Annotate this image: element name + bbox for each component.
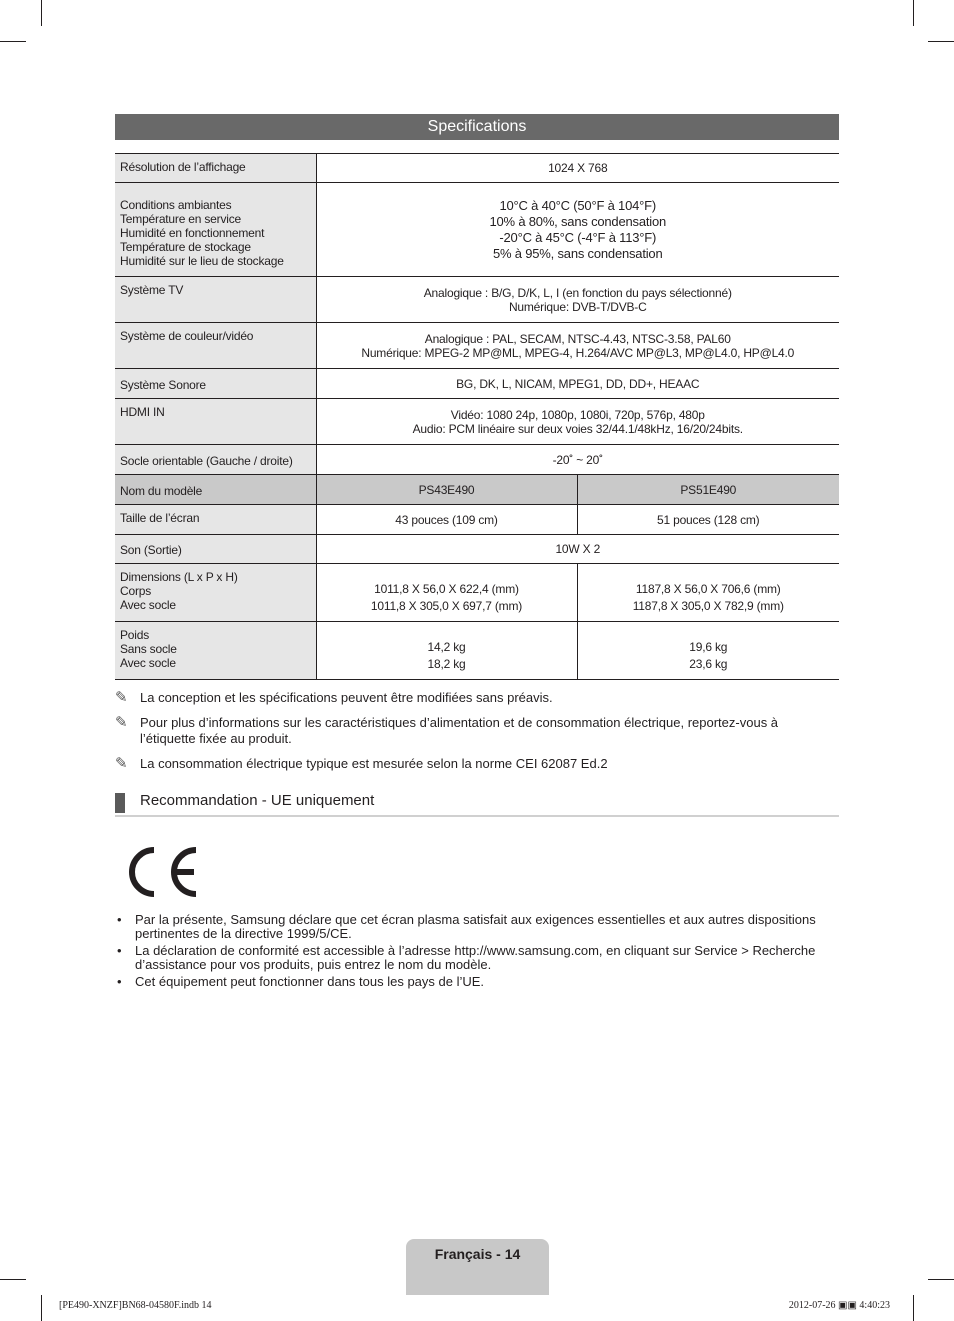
- row-label: Résolution de l’affichage: [115, 154, 316, 183]
- table-row: [115, 154, 839, 183]
- value-line: 14,2 kg: [427, 639, 466, 654]
- value-line: 1011,8 X 56,0 X 622,4 (mm): [374, 581, 519, 596]
- list-item-text: Cet équipement peut fonctionner dans tous les pays de l’UE.: [135, 974, 485, 989]
- note-text: Pour plus d’informations sur les caractéristiques d’alimentation et de consommation électrique, reportez-vous à l’étiquette fixée au produit.: [140, 715, 779, 746]
- pencil-note-icon: ✎: [115, 714, 128, 731]
- value-line: Numérique: DVB-T/DVB-C: [508, 299, 647, 314]
- bullet-list: [115, 913, 835, 992]
- bullet-dot: •: [117, 912, 122, 927]
- crop-mark: [928, 41, 954, 42]
- label-line: Humidité en fonctionnement: [120, 226, 265, 240]
- label-line: Avec socle: [120, 598, 176, 612]
- label-line: Humidité sur le lieu de stockage: [120, 254, 284, 268]
- crop-mark: [41, 0, 42, 26]
- row-label: [115, 183, 316, 277]
- value-line: Analogique : B/G, D/K, L, I (en fonction du pays sélectionné): [423, 285, 732, 300]
- table-row: [115, 323, 839, 369]
- value-line: Audio: PCM linéaire sur deux voies 32/44.1/48kHz, 16/20/24bits.: [412, 421, 743, 436]
- value-line: 10% à 80%, sans condensation: [489, 213, 667, 229]
- row-value: [316, 323, 839, 369]
- row-value: 1024 X 768: [316, 154, 839, 183]
- row-label: Système Sonore: [115, 369, 316, 399]
- note-text: La conception et les spécifications peuvent être modifiées sans préavis.: [140, 690, 553, 705]
- label-line: Température de stockage: [120, 240, 251, 254]
- table-row: [115, 505, 839, 535]
- row-value: BG, DK, L, NICAM, MPEG1, DD, DD+, HEAAC: [316, 369, 839, 399]
- row-label: Système de couleur/vidéo: [115, 323, 316, 369]
- value-line: 18,2 kg: [427, 656, 466, 671]
- table-row: [115, 183, 839, 277]
- crop-mark: [41, 1295, 42, 1321]
- table-row: [115, 399, 839, 445]
- pencil-note-icon: ✎: [115, 689, 128, 706]
- row-label: Socle orientable (Gauche / droite): [115, 445, 316, 475]
- label-line: Corps: [120, 584, 152, 598]
- pencil-note-icon: ✎: [115, 755, 128, 772]
- table-row: [115, 475, 839, 505]
- row-value: [316, 399, 839, 445]
- row-label: HDMI IN: [115, 399, 316, 445]
- value-line: Vidéo: 1080 24p, 1080p, 1080i, 720p, 576p, 480p: [450, 407, 705, 422]
- crop-mark: [913, 0, 914, 26]
- label-line: Température en service: [120, 212, 241, 226]
- row-value-a: [316, 622, 577, 680]
- value-line: 1011,8 X 305,0 X 697,7 (mm): [370, 598, 523, 613]
- row-value-b: 51 pouces (128 cm): [577, 505, 839, 535]
- table-row: [115, 564, 839, 622]
- table-row: [115, 277, 839, 323]
- note: [115, 715, 805, 747]
- row-value: [316, 183, 839, 277]
- row-value-a: [316, 564, 577, 622]
- list-item: [115, 944, 835, 972]
- list-item: [115, 975, 835, 989]
- ce-mark-logo: [122, 846, 202, 898]
- crop-mark: [913, 1295, 914, 1321]
- row-label: Taille de l’écran: [115, 505, 316, 535]
- row-label: Système TV: [115, 277, 316, 323]
- label-line: Poids: [120, 628, 150, 642]
- page-title: Specifications: [115, 114, 839, 140]
- value-line: 23,6 kg: [689, 656, 728, 671]
- table-row: [115, 369, 839, 399]
- value-line: Numérique: MPEG-2 MP@ML, MPEG-4, H.264/AVC MP@L3, MP@L4.0, HP@L4.0: [361, 345, 795, 360]
- value-line: -20°C à 45°C (-4°F à 113°F): [499, 229, 657, 245]
- crop-mark: [0, 41, 26, 42]
- row-value: [316, 277, 839, 323]
- row-value-b: [577, 564, 839, 622]
- row-value: 10W X 2: [316, 535, 839, 564]
- spec-table: [115, 153, 839, 680]
- footer-file: [PE490-XNZF]BN68-04580F.indb 14: [59, 1300, 212, 1311]
- row-label: Nom du modèle: [115, 475, 316, 505]
- page-number: Français - 14: [434, 1246, 521, 1262]
- value-line: 10°C à 40°C (50°F à 104°F): [499, 197, 657, 213]
- label-line: Conditions ambiantes: [120, 198, 232, 212]
- row-label: [115, 622, 316, 680]
- note: [115, 690, 805, 706]
- label-line: Avec socle: [120, 656, 176, 670]
- value-line: 1187,8 X 56,0 X 706,6 (mm): [635, 581, 781, 596]
- model-a: PS43E490: [316, 475, 577, 505]
- section-heading-text: Recommandation - UE uniquement: [140, 792, 375, 809]
- row-label: Son (Sortie): [115, 535, 316, 564]
- footer-timestamp: 2012-07-26 ▣▣ 4:40:23: [788, 1300, 890, 1311]
- crop-mark: [928, 1279, 954, 1280]
- value-line: 19,6 kg: [689, 639, 728, 654]
- table-row: [115, 622, 839, 680]
- value-line: Analogique : PAL, SECAM, NTSC-4.43, NTSC-3.58, PAL60: [424, 331, 731, 346]
- table-row: [115, 535, 839, 564]
- value-line: 5% à 95%, sans condensation: [493, 245, 663, 261]
- note: [115, 756, 805, 772]
- bullet-dot: •: [117, 943, 122, 958]
- bullet-dot: •: [117, 974, 122, 989]
- label-line: Sans socle: [120, 642, 177, 656]
- section-marker: [115, 793, 125, 813]
- crop-mark: [0, 1279, 26, 1280]
- model-b: PS51E490: [577, 475, 839, 505]
- row-value-a: 43 pouces (109 cm): [316, 505, 577, 535]
- note-text: La consommation électrique typique est mesurée selon la norme CEI 62087 Ed.2: [140, 756, 608, 771]
- list-item-text: La déclaration de conformité est accessible à l’adresse http://www.samsung.com, en cliquant sur Service > Recherche d’assistance pour vos produits, puis entrez le nom du modèle.: [135, 943, 816, 972]
- row-value-b: [577, 622, 839, 680]
- value-line: 1187,8 X 305,0 X 782,9 (mm): [632, 598, 784, 613]
- label-line: Dimensions (L x P x H): [120, 570, 238, 584]
- list-item: [115, 913, 835, 941]
- section-heading: [115, 791, 839, 817]
- page-number-tab: [406, 1239, 549, 1295]
- row-value: -20˚ ~ 20˚: [316, 445, 839, 475]
- list-item-text: Par la présente, Samsung déclare que cet écran plasma satisfait aux exigences essentielles et aux autres dispositions pertinentes de la directive 1999/5/CE.: [135, 912, 816, 941]
- row-label: [115, 564, 316, 622]
- table-row: [115, 445, 839, 475]
